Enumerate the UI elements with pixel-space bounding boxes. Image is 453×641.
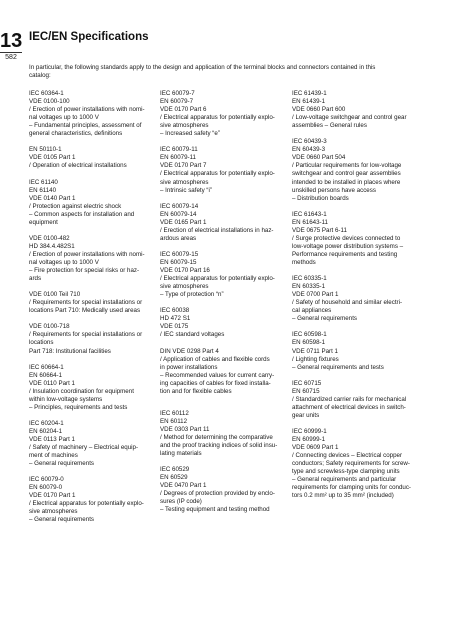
standard-line: VDE 0660 Part 600 <box>292 106 346 114</box>
standard-line: / Connecting devices – Electrical copper <box>292 452 403 460</box>
standard-line: cal appliances <box>292 307 332 315</box>
standard-line: unskilled persons have access <box>292 186 376 194</box>
page-title: IEC/EN Specifications <box>29 31 149 43</box>
standard-id: IEC 60598-1 <box>292 331 327 339</box>
page-number: 582 <box>0 52 22 63</box>
standard-line: low-voltage power distribution systems – <box>292 242 404 250</box>
standard-line: VDE 0110 Part 1 <box>29 379 75 387</box>
standard-entry <box>160 146 280 194</box>
standard-line: ardous areas <box>160 234 197 242</box>
standard-line: / Protection against electric shock <box>29 202 122 210</box>
standard-id: VDE 0100 Teil 710 <box>29 291 81 299</box>
standard-line: nal voltages up to 1000 V <box>29 258 99 266</box>
standard-line: EN 60079-15 <box>160 258 197 266</box>
standard-line: lating materials <box>160 450 202 458</box>
standard-line: EN 61140 <box>29 186 57 194</box>
standard-entry <box>29 179 149 227</box>
standard-line: / Electrical apparatus for potentially explo- <box>160 275 275 283</box>
standard-line: VDE 0170 Part 1 <box>29 492 76 500</box>
standard-line: – Fundamental principles, assessment of <box>29 122 142 130</box>
standard-line: assemblies – General rules <box>292 122 367 130</box>
standard-line: and the proof tracking indices of solid insu- <box>160 441 278 449</box>
standard-line: sive atmospheres <box>29 508 78 516</box>
standard-line: / Operation of electrical installations <box>29 162 127 170</box>
standard-line: / Erection of power installations with nomi- <box>29 106 145 114</box>
standard-line: EN 60439-3 <box>292 146 326 154</box>
standard-line: general characteristics, definitions <box>29 130 123 138</box>
standard-id: IEC 60335-1 <box>292 275 327 283</box>
standard-line: attachment of electrical devices in switch- <box>292 403 406 411</box>
standard-line: / Safety of household and similar electri- <box>292 299 403 307</box>
standard-line: – General requirements <box>29 516 95 524</box>
standard-entry <box>292 428 412 500</box>
standard-id: IEC 60999-1 <box>292 427 327 435</box>
chapter-marker <box>0 30 22 63</box>
standard-line: / Erection of electrical installations in haz- <box>160 226 274 234</box>
standard-line: intended to be installed in places where <box>292 178 401 186</box>
standard-entry <box>29 291 149 315</box>
standard-line: sive atmospheres <box>160 122 209 130</box>
standard-entry <box>292 138 412 202</box>
standard-line: HD 472 S1 <box>160 315 191 323</box>
standard-line: locations <box>29 339 54 347</box>
standard-entry <box>160 348 280 396</box>
standard-line: VDE 0175 <box>160 323 189 331</box>
standard-entry <box>292 331 412 371</box>
standard-id: IEC 60364-1 <box>29 90 64 97</box>
standard-line: equipment <box>29 218 58 226</box>
standards-column-2 <box>160 90 280 522</box>
standard-line: EN 60079-7 <box>160 98 194 106</box>
standards-column-3 <box>292 90 412 508</box>
standard-line: VDE 0170 Part 7 <box>160 162 207 170</box>
standard-line: VDE 0660 Part 504 <box>292 154 346 162</box>
standard-line: – General requirements and particular <box>292 476 397 484</box>
standard-line: / Method for determining the comparative <box>160 433 273 441</box>
standard-id: IEC 60664-1 <box>29 363 64 371</box>
standard-id: IEC 61140 <box>29 178 58 186</box>
standard-entry <box>29 420 149 468</box>
standard-entry <box>292 275 412 323</box>
standard-entry <box>160 203 280 243</box>
standard-line: switchgear and control gear assemblies <box>292 170 401 178</box>
standard-entry <box>160 251 280 299</box>
standard-id: IEC 60439-3 <box>292 138 327 146</box>
standard-line: sive atmospheres <box>160 283 209 291</box>
standard-line: gear units <box>292 411 320 419</box>
standard-id: IEC 60079-15 <box>160 250 199 258</box>
standard-line: EN 60664-1 <box>29 371 63 379</box>
standard-line: EN 60529 <box>160 474 188 482</box>
standard-id: IEC 60204-1 <box>29 419 64 427</box>
standard-line: VDE 0113 Part 1 <box>29 436 75 444</box>
standard-line: / Safety of machinery – Electrical equip- <box>29 444 139 452</box>
standard-line: VDE 0170 Part 6 <box>160 106 207 114</box>
standard-line: – Fire protection for special risks or haz- <box>29 267 140 275</box>
standard-line: VDE 0470 Part 1 <box>160 482 207 490</box>
standard-id: IEC 60079-14 <box>160 202 199 210</box>
standard-line: sures (IP code) <box>160 498 202 506</box>
standard-entry <box>160 307 280 339</box>
standard-id: IEC 60079-0 <box>29 476 64 484</box>
standard-entry <box>29 476 149 524</box>
standard-line: tors 0.2 mm² up to 35 mm² (included) <box>292 492 394 500</box>
standard-line: VDE 0711 Part 1 <box>292 347 338 355</box>
standard-line: – Testing equipment and testing method <box>160 506 270 514</box>
standard-line: EN 61439-1 <box>292 98 326 106</box>
intro-text: In particular, the following standards apply to the design and application of the terminal blocks and connectors contained in this catalog: <box>29 64 376 80</box>
standard-line: – Principles, requirements and tests <box>29 403 128 411</box>
standard-line: / Erection of power installations with nomi- <box>29 250 145 258</box>
standard-line: / Requirements for special installations or <box>29 331 143 339</box>
standard-line: requirements for clamping units for conduc- <box>292 484 411 492</box>
standard-line: locations Part 710: Medically used areas <box>29 307 141 315</box>
standard-line: / Electrical apparatus for potentially explo- <box>160 170 275 178</box>
standard-line: EN 60204-1 <box>29 427 63 435</box>
standard-line: / Lighting fixtures <box>292 355 339 363</box>
standard-line: VDE 0100-100 <box>29 98 70 106</box>
standard-line: ing capacities of cables for fixed installa- <box>160 379 271 387</box>
standard-line: – Increased safety “e” <box>160 130 220 138</box>
standard-id: DIN VDE 0298 Part 4 <box>160 347 219 355</box>
standard-id: EN 50110-1 <box>29 146 62 154</box>
standard-id: IEC 60112 <box>160 409 189 417</box>
standard-line: EN 60112 <box>160 417 188 425</box>
standard-line: VDE 0140 Part 1 <box>29 194 76 202</box>
standard-line: EN 60335-1 <box>292 283 326 291</box>
standard-entry <box>160 410 280 458</box>
standard-line: / Surge protective devices connected to <box>292 234 401 242</box>
standard-line: type and screwless-type clamping units <box>292 468 400 476</box>
standard-id: IEC 60529 <box>160 466 190 474</box>
standard-entry <box>160 90 280 138</box>
standard-entry <box>292 211 412 267</box>
standard-line: VDE 0303 Part 11 <box>160 425 210 433</box>
standard-line: / Degrees of protection provided by enclo- <box>160 490 275 498</box>
standard-line: EN 60999-1 <box>292 436 326 444</box>
standard-line: / Low-voltage switchgear and control gear <box>292 114 407 122</box>
standard-line: / Standardized carrier rails for mechanical <box>292 395 407 403</box>
standard-id: IEC 60079-7 <box>160 90 195 97</box>
standard-id: VDE 0100-482 <box>29 234 70 242</box>
standards-column-1 <box>29 90 149 533</box>
standard-entry <box>160 466 280 514</box>
chapter-number: 13 <box>0 30 23 52</box>
standard-line: EN 60598-1 <box>292 339 326 347</box>
standard-entry <box>29 235 149 283</box>
standard-line: – General requirements and tests <box>292 363 384 371</box>
standard-line: – Recommended values for current carry- <box>160 371 275 379</box>
standard-line: ment of machines <box>29 452 78 460</box>
standard-line: tion and for flexible cables <box>160 387 232 395</box>
standard-line: Performance requirements and testing <box>292 250 398 258</box>
standard-line: ards <box>29 275 42 283</box>
standard-line: – Common aspects for installation and <box>29 210 135 218</box>
standard-line: / Particular requirements for low-voltage <box>292 162 402 170</box>
standard-line: within low-voltage systems <box>29 395 103 403</box>
standard-line: / Insulation coordination for equipment <box>29 387 134 395</box>
standard-line: HD 384.4.482S1 <box>29 242 75 250</box>
standard-line: – Intrinsic safety “i” <box>160 186 212 194</box>
standard-line: nal voltages up to 1000 V <box>29 114 99 122</box>
standard-id: IEC 61643-1 <box>292 210 327 218</box>
standard-entry <box>29 90 149 138</box>
standard-line: VDE 0105 Part 1 <box>29 154 76 162</box>
standard-line: / IEC standard voltages <box>160 331 225 339</box>
standard-line: EN 60079-11 <box>160 154 197 162</box>
standard-line: – General requirements <box>292 315 358 323</box>
standard-line: EN 60079-14 <box>160 210 197 218</box>
standard-entry <box>292 380 412 420</box>
standard-line: VDE 0170 Part 16 <box>160 267 210 275</box>
standard-line: EN 61643-11 <box>292 218 329 226</box>
standard-line: VDE 0700 Part 1 <box>292 291 339 299</box>
standard-line: – Type of protection “n” <box>160 291 224 299</box>
standard-id: IEC 60715 <box>292 379 322 387</box>
standard-entry <box>292 90 412 130</box>
standard-line: Part 718: Institutional facilities <box>29 347 111 355</box>
standard-line: VDE 0165 Part 1 <box>160 218 207 226</box>
standard-entry <box>29 323 149 355</box>
standard-line: sive atmospheres <box>160 178 209 186</box>
standard-line: / Requirements for special installations or <box>29 299 143 307</box>
standard-line: / Electrical apparatus for potentially explo- <box>29 500 144 508</box>
standard-line: VDE 0609 Part 1 <box>292 444 339 452</box>
standard-line: – Distribution boards <box>292 194 349 202</box>
standard-id: VDE 0100-718 <box>29 323 70 331</box>
standard-line: / Electrical apparatus for potentially explo- <box>160 114 275 122</box>
standard-id: IEC 60038 <box>160 307 190 315</box>
standard-line: EN 60715 <box>292 387 320 395</box>
standard-line: VDE 0675 Part 6-11 <box>292 226 347 234</box>
standard-line: / Application of cables and flexible cords <box>160 355 270 363</box>
standard-line: conductors; Safety requirements for screw- <box>292 460 410 468</box>
standard-id: IEC 61439-1 <box>292 90 327 97</box>
standard-line: EN 60079-0 <box>29 484 63 492</box>
standard-entry <box>29 146 149 170</box>
standard-line: methods <box>292 258 316 266</box>
standard-line: in power installations <box>160 363 218 371</box>
standard-line: – General requirements <box>29 460 95 468</box>
standard-entry <box>29 364 149 412</box>
standard-id: IEC 60079-11 <box>160 146 198 154</box>
